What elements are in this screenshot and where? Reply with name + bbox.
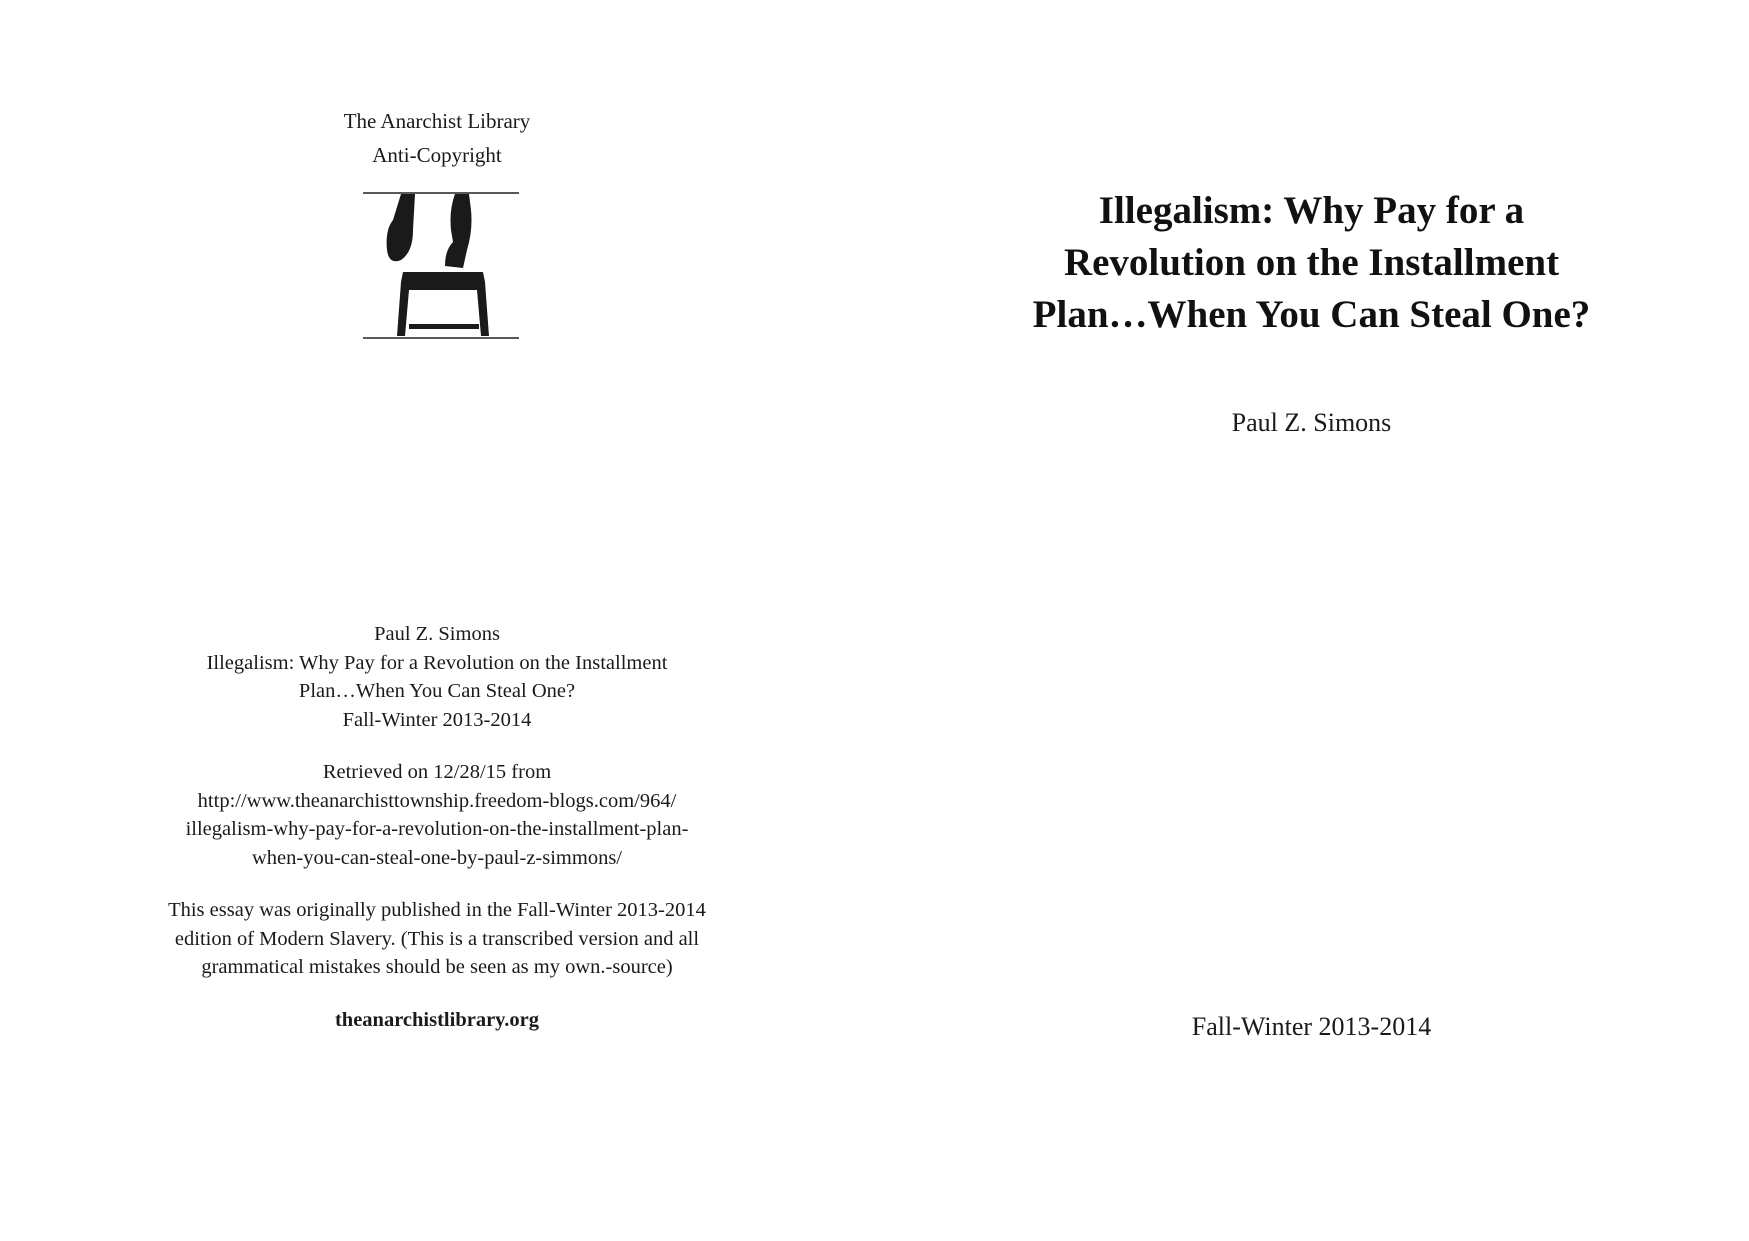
retrieved-url-line: illegalism-why-pay-for-a-revolution-on-the-installment-plan- bbox=[185, 818, 689, 840]
title-line: Illegalism: Why Pay for a bbox=[1098, 189, 1525, 232]
library-name: The Anarchist Library bbox=[343, 109, 531, 133]
anarchist-library-logo-icon bbox=[363, 190, 519, 340]
colophon-title-line: Illegalism: Why Pay for a Revolution on the Installment bbox=[206, 651, 668, 674]
colophon-date: Fall-Winter 2013-2014 bbox=[342, 708, 532, 731]
anti-copyright: Anti-Copyright bbox=[372, 143, 502, 167]
document-date: Fall-Winter 2013-2014 bbox=[1191, 1012, 1432, 1041]
colophon-citation bbox=[120, 620, 754, 734]
library-header bbox=[0, 104, 874, 172]
document-title bbox=[874, 185, 1749, 341]
note-line: This essay was originally published in the Fall-Winter 2013-2014 bbox=[168, 899, 706, 921]
document-author: Paul Z. Simons bbox=[1231, 408, 1392, 437]
right-page bbox=[874, 0, 1749, 1241]
note-line: grammatical mistakes should be seen as my own.-source) bbox=[201, 956, 673, 978]
note-line: edition of Modern Slavery. (This is a transcribed version and all bbox=[174, 927, 700, 950]
retrieved-url-line: http://www.theanarchisttownship.freedom-blogs.com/964/ bbox=[197, 789, 677, 812]
colophon-retrieved bbox=[120, 758, 754, 872]
colophon-author: Paul Z. Simons bbox=[374, 623, 500, 645]
library-site: theanarchistlibrary.org bbox=[334, 1008, 540, 1031]
retrieved-line: Retrieved on 12/28/15 from bbox=[322, 761, 552, 783]
left-page bbox=[0, 0, 874, 1241]
colophon-note bbox=[120, 896, 754, 982]
colophon bbox=[120, 620, 754, 1058]
title-line: Plan…When You Can Steal One? bbox=[1032, 293, 1591, 336]
retrieved-url-line: when-you-can-steal-one-by-paul-z-simmons/ bbox=[251, 846, 622, 869]
title-line: Revolution on the Installment bbox=[1063, 241, 1560, 284]
colophon-title-line: Plan…When You Can Steal One? bbox=[298, 680, 576, 702]
